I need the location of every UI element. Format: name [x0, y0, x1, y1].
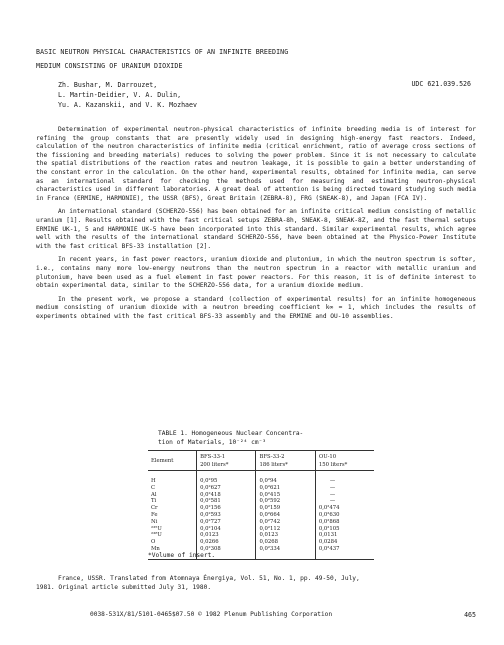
- table-caption: [158, 429, 348, 447]
- value-cell: 0,0284: [315, 539, 374, 546]
- value-cell: 0,0²474: [315, 505, 374, 512]
- element-cell: Mn: [148, 546, 197, 559]
- element-cell: ²³⁸U: [151, 532, 162, 539]
- element-cell: H: [151, 478, 156, 484]
- value-cell: 0,0²112: [256, 526, 315, 533]
- source-line-1: France, USSR. Translated from Atomnaya Énergiya, Vol. 51, No. 1, pp. 49-50, July,: [58, 575, 360, 582]
- paragraph-3: In recent years, in fast power reactors, uranium dioxide and plutonium, in which the neutron spectrum is softer, i.e., contains many more low-energy neutrons than the neutron spectrum in a reactor with metallic uranium and plutonium, have been used as a fuel element in fast power reactors. For this reason, it is of definite interest to obtain experimental data, similar to the SCHERZO-556 data, for a uranium dioxide medium.: [36, 256, 476, 290]
- paragraph-4: In the present work, we propose a standard (collection of experimental results) for an infinite homogeneous medium consisting of uranium dioxide with a neutron breeding coefficient k∞ = 1, which includes the results of experiments obtained with the fast critical BFS-33 assembly and the ERMINE and OU-10 assemblies.: [36, 295, 476, 320]
- concentration-table: [148, 450, 374, 560]
- header-col1-volume: 200 liters*: [200, 462, 229, 468]
- value-cell: 0,0²630: [315, 512, 374, 519]
- udc-code: UDC 621.039.526: [411, 80, 471, 88]
- author-line-1: Zh. Bushar, M. Darrouzet,: [58, 81, 158, 89]
- value-cell: 0,0²105: [315, 526, 374, 533]
- table-row: [148, 498, 374, 505]
- value-cell: 0,0266: [197, 539, 256, 546]
- header-col3-name: OU-10: [318, 454, 337, 460]
- value-cell: 0,0123: [197, 532, 256, 539]
- value-cell: 0,0²415: [256, 492, 315, 499]
- value-cell: 0,0²627: [197, 485, 256, 492]
- value-cell: 0,0²104: [197, 526, 256, 533]
- header-element: [148, 451, 197, 471]
- table-row: [148, 512, 374, 519]
- header-col2-name: BFS-33-2: [259, 454, 285, 460]
- element-cell: O: [151, 539, 156, 546]
- author-line-2: L. Martin-Deidier, V. A. Dulin,: [58, 91, 182, 99]
- value-cell: 0,0²95: [197, 471, 256, 485]
- table-footnote: *Volume of insert.: [148, 552, 216, 559]
- value-cell: 0,0²742: [256, 519, 315, 526]
- value-cell: 0,0²334: [256, 546, 315, 559]
- table-row: [148, 519, 374, 526]
- value-cell: —: [315, 485, 374, 492]
- page-number: 465: [464, 611, 476, 619]
- article-title: [36, 45, 288, 73]
- value-cell: —: [315, 492, 374, 499]
- value-cell: 0,0²437: [315, 546, 374, 559]
- value-cell: —: [315, 471, 374, 485]
- header-ou-10: [315, 451, 374, 471]
- header-bfs-33-1: [197, 451, 256, 471]
- value-cell: 0,0²868: [315, 519, 374, 526]
- author-line-3: Yu. A. Kazanskii, and V. K. Mozhaev: [58, 101, 197, 109]
- table-row: [148, 532, 374, 539]
- value-cell: 0,0²308: [197, 546, 256, 559]
- value-cell: 0,0²593: [197, 512, 256, 519]
- value-cell: 0,0²592: [256, 498, 315, 505]
- value-cell: —: [315, 498, 374, 505]
- value-cell: 0,0²621: [256, 485, 315, 492]
- value-cell: 0,0123: [256, 532, 315, 539]
- title-line-2: MEDIUM CONSISTING OF URANIUM DIOXIDE: [36, 62, 183, 70]
- element-cell: C: [151, 484, 156, 491]
- paragraph-1: Determination of experimental neutron-physical characteristics of infinite breeding media is of interest for refining the group constants that are presently widely used in designing high-energy fast reactors. Indeed, calculation of the neutron characteristics of infinite media (critical enrichment, ratio of average cross sections of the fissioning and breeding materials) reduces to solving the power problem. Since it is not necessary to calculate the spatial distributions of the reaction rates and neutron leakage, it is possible to gain a better understanding of the constant error in the calculation. On the other hand, experimental results, obtained for infinite media, can serve as an international standard for checking the methods used for measuring and estimating neutron-physical characteristics used in different laboratories. A great deal of attention is being directed toward studying such media in France (ERMINE, HARMONIE), the USSR (BFS), Great Britain (ZEBRA-8), FRG (SNEAK-8), and Japan (FCA IV).: [36, 126, 476, 202]
- value-cell: 0,0²159: [256, 505, 315, 512]
- element-cell: ²³⁵U: [151, 525, 162, 532]
- element-cell: Ni: [151, 518, 158, 525]
- table-row: [148, 505, 374, 512]
- table-container: [148, 450, 374, 560]
- article-body: [36, 126, 476, 326]
- header-col2-volume: 186 liters*: [259, 462, 288, 468]
- table-caption-line-1: TABLE 1. Homogeneous Nuclear Concentra-: [158, 430, 304, 437]
- value-cell: 0,0²156: [197, 505, 256, 512]
- author-list: [58, 80, 197, 110]
- table-row: [148, 539, 374, 546]
- paragraph-2: An international standard (SCHERZO-556) has been obtained for an infinite critical medium consisting of metallic uranium [1]. Results obtained with the fast critical setups ZEBRA-8h, SNEAK-8, SNEAK-8Z, and the fast thermal setups ERMINE UK-1, 5 and HARMONIE UK-5 have been incorporated into this standard. Similar experimental results, which agree well with the results of the international standard SCHERZO-556, have been obtained at the Physico-Power Institute with the fast critical BFS-33 installation [2].: [36, 208, 476, 250]
- header-element-label: Element: [151, 458, 174, 464]
- value-cell: 0,0²727: [197, 519, 256, 526]
- element-cell: Ti: [151, 498, 157, 505]
- table-row: [148, 485, 374, 492]
- table-row: [148, 492, 374, 499]
- source-line-2: 1981. Original article submitted July 31, 1980.: [36, 584, 212, 591]
- value-cell: 0,0²664: [256, 512, 315, 519]
- title-line-1: BASIC NEUTRON PHYSICAL CHARACTERISTICS OF AN INFINITE BREEDING: [36, 48, 289, 56]
- value-cell: 0,0²94: [256, 471, 315, 485]
- table-row: [148, 471, 374, 485]
- value-cell: 0,0²418: [197, 492, 256, 499]
- value-cell: 0,0²581: [197, 498, 256, 505]
- table-caption-line-2: tion of Materials, 10⁻²⁴ cm⁻³: [158, 439, 267, 446]
- element-cell: Al: [151, 491, 157, 498]
- header-bfs-33-2: [256, 451, 315, 471]
- header-col1-name: BFS-33-1: [200, 454, 226, 460]
- copyright-line: 0038-531X/81/5101-0465$07.50 © 1982 Plenum Publishing Corporation: [90, 611, 333, 618]
- value-cell: 0,0268: [256, 539, 315, 546]
- value-cell: 0,0131: [315, 532, 374, 539]
- source-note: [36, 574, 476, 592]
- element-cell: Fe: [151, 511, 158, 518]
- table-row: [148, 526, 374, 533]
- element-cell: Cr: [151, 505, 158, 512]
- header-col3-volume: 150 liters*: [318, 462, 348, 468]
